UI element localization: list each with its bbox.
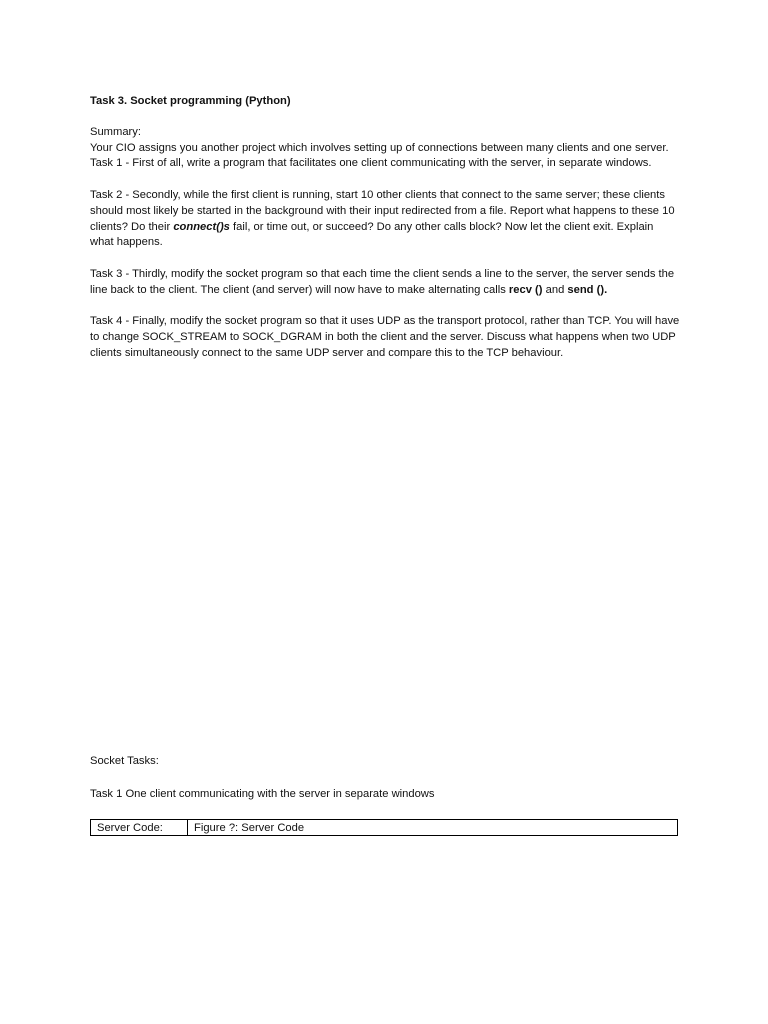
- summary-label: Summary:: [90, 125, 141, 138]
- task2-paragraph: [90, 188, 680, 251]
- server-code-caption: Figure ?: Server Code: [188, 820, 678, 836]
- summary-text: Your CIO assigns you another project which involves setting up of connections between many clients and one server.: [90, 141, 669, 154]
- task3-paragraph: [90, 267, 680, 299]
- assignment-body: [90, 94, 680, 378]
- task2-connect-emphasis: connect()s: [173, 220, 230, 233]
- task1-paragraph: Task 1 - First of all, write a program that facilitates one client communicating with the server, in separate windows.: [90, 157, 652, 170]
- assignment-title: Task 3. Socket programming (Python): [90, 95, 291, 107]
- task2-text-after: fail, or time out, or succeed? Do any other calls block? Now let the client exit. Explain what happens.: [90, 220, 654, 249]
- task3-send-call: send ().: [567, 283, 608, 296]
- task2-text-before: Task 2 - Secondly, while the first client is running, start 10 other clients that connect to the same server; these clients should most likely be started in the background with their input redirected from a file. Report what happens to these 10 clients? Do their: [90, 188, 675, 233]
- task3-text-middle: and: [542, 283, 568, 296]
- server-code-label: Server Code:: [91, 820, 188, 836]
- socket-tasks-section: [90, 754, 680, 820]
- table-row: [91, 820, 678, 836]
- server-code-table: [90, 819, 678, 836]
- task1-heading: Task 1 One client communicating with the server in separate windows: [90, 787, 435, 800]
- task3-recv-call: recv (): [508, 283, 543, 296]
- socket-tasks-label: Socket Tasks:: [90, 755, 159, 767]
- task3-text-before: Task 3 - Thirdly, modify the socket program so that each time the client sends a line to the server, the server sends the line back to the client. The client (and server) will now have to make alternating calls: [90, 267, 675, 296]
- task4-paragraph: Task 4 - Finally, modify the socket program so that it uses UDP as the transport protocol, rather than TCP. You will have to change SOCK_STREAM to SOCK_DGRAM in both the client and the server. Discuss what happens when two UDP clients simultaneously connect to the same UDP server and compare this to the TCP behaviour.: [90, 315, 680, 359]
